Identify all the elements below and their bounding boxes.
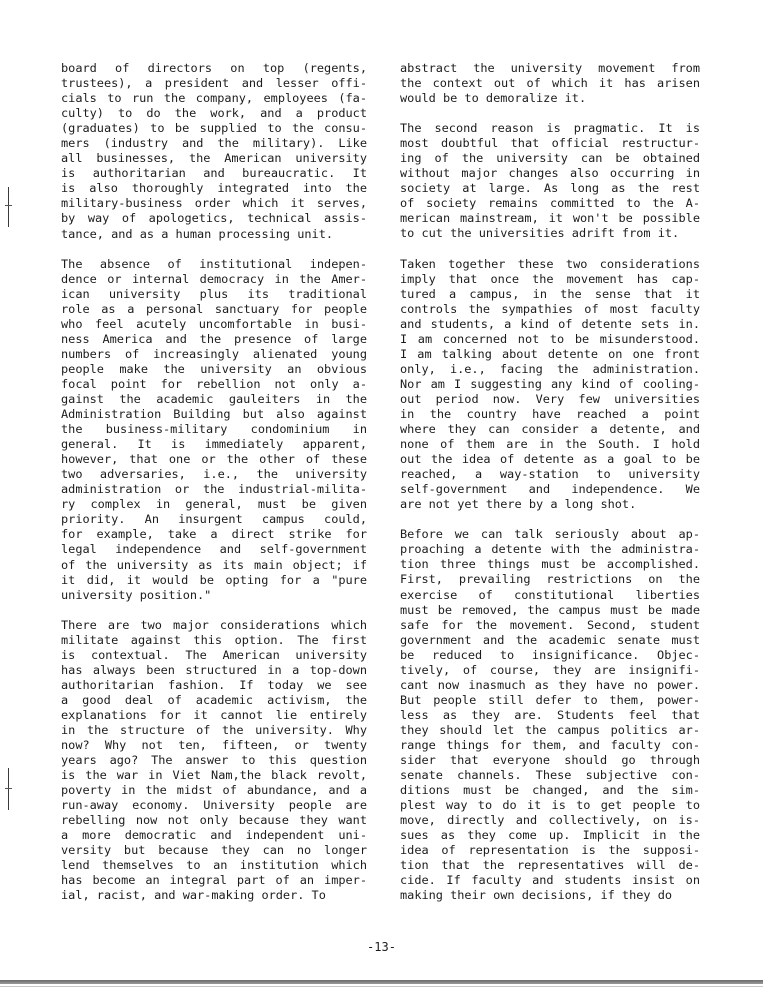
text-line: only, i.e., facing the administration. bbox=[400, 361, 700, 376]
scan-edge-rule bbox=[0, 980, 763, 984]
margin-mark bbox=[8, 768, 9, 810]
text-line: administration or the industrial-milita- bbox=[61, 482, 367, 497]
text-line: (graduates) to be supplied to the consu- bbox=[61, 121, 367, 136]
paragraph bbox=[400, 61, 700, 106]
text-line: has always been structured in a top-down bbox=[61, 662, 367, 677]
text-line: most doubtful that official restructur- bbox=[400, 136, 700, 151]
text-line: people make the university an obvious bbox=[61, 361, 367, 376]
text-line: none of them are in the South. I hold bbox=[400, 437, 700, 452]
text-line: a more democratic and independent uni- bbox=[61, 828, 367, 843]
text-line: merican mainstream, it won't be possible bbox=[400, 211, 700, 226]
text-line: all businesses, the American university bbox=[61, 151, 367, 166]
text-line: priority. An insurgent campus could, bbox=[61, 512, 367, 527]
text-line: lend themselves to an institution which bbox=[61, 858, 367, 873]
text-line: who feel acutely uncomfortable in busi- bbox=[61, 316, 367, 331]
text-line: the context out of which it has arisen bbox=[400, 76, 700, 91]
text-line: for example, take a direct strike for bbox=[61, 527, 367, 542]
text-line: safe for the movement. Second, student bbox=[400, 617, 700, 632]
margin-mark bbox=[8, 187, 9, 227]
text-line: controls the sympathies of most faculty bbox=[400, 301, 700, 316]
text-line: range things for them, and faculty con- bbox=[400, 737, 700, 752]
text-line: is authoritarian and bureaucratic. It bbox=[61, 166, 367, 181]
text-line: tion three things must be accomplished. bbox=[400, 557, 700, 572]
text-line: sider that everyone should go through bbox=[400, 753, 700, 768]
text-line: is the war in Viet Nam,the black revolt, bbox=[61, 768, 367, 783]
paragraph bbox=[400, 527, 700, 903]
margin-mark-tick bbox=[5, 788, 12, 789]
text-line: a good deal of academic activism, the bbox=[61, 692, 367, 707]
text-line: idea of representation is the supposi- bbox=[400, 843, 700, 858]
text-line: by way of apologetics, technical assis- bbox=[61, 211, 367, 226]
text-line: First, prevailing restrictions on the bbox=[400, 572, 700, 587]
text-line: reached, a way-station to university bbox=[400, 467, 700, 482]
text-line: plest way to do it is to get people to bbox=[400, 798, 700, 813]
text-line: ry complex in general, must be given bbox=[61, 497, 367, 512]
margin-mark-tick bbox=[5, 205, 12, 206]
text-line: less as they are. Students feel that bbox=[400, 707, 700, 722]
text-line: ial, racist, and war-making order. To bbox=[61, 888, 326, 903]
text-line: gainst the academic gauleiters in the bbox=[61, 391, 367, 406]
text-line: explanations for it cannot lie entirely bbox=[61, 707, 367, 722]
text-line: of society remains committed to the A- bbox=[400, 196, 700, 211]
text-line: making their own decisions, if they do bbox=[400, 888, 673, 903]
text-line: board of directors on top (regents, bbox=[61, 61, 367, 75]
text-line: exercise of constitutional liberties bbox=[400, 587, 700, 602]
text-line: mers (industry and the military). Like bbox=[61, 136, 367, 151]
text-line: has become an integral part of an imper- bbox=[61, 873, 367, 888]
text-line: university position." bbox=[61, 587, 212, 602]
text-line: I am talking about detente on one front bbox=[400, 346, 700, 361]
text-line: militate against this option. The first bbox=[61, 632, 367, 647]
text-line: out the idea of detente as a goal to be bbox=[400, 452, 700, 467]
text-line: cide. If faculty and students insist on bbox=[400, 873, 700, 888]
text-line: in the country have reached a point bbox=[400, 406, 700, 421]
text-line: tance, and as a human processing unit. bbox=[61, 226, 334, 241]
text-line: and students, a kind of detente sets in. bbox=[400, 316, 700, 331]
text-line: where they can consider a detente, and bbox=[400, 422, 700, 437]
text-line: would be to demoralize it. bbox=[400, 91, 587, 106]
right-column bbox=[400, 61, 700, 918]
text-line: government and the academic senate must bbox=[400, 632, 700, 647]
text-line: Before we can talk seriously about ap- bbox=[400, 527, 700, 542]
paragraph bbox=[400, 121, 700, 241]
paragraph bbox=[61, 61, 367, 242]
text-line: the business-military condominium in bbox=[61, 422, 367, 437]
text-line: poverty in the midst of abundance, and a bbox=[61, 783, 367, 798]
text-line: ness America and the presence of large bbox=[61, 331, 367, 346]
text-line: role as a personal sanctuary for people bbox=[61, 301, 367, 316]
text-line: dence or internal democracy in the Amer- bbox=[61, 271, 367, 286]
text-line: are not yet there by a long shot. bbox=[400, 497, 637, 512]
text-line: is also thoroughly integrated into the bbox=[61, 181, 367, 196]
text-line: ican university plus its traditional bbox=[61, 286, 367, 301]
text-line: in the structure of the university. Why bbox=[61, 722, 367, 737]
paragraph bbox=[400, 257, 700, 513]
text-line: must be removed, the campus must be made bbox=[400, 602, 700, 617]
text-line: Administration Building but also against bbox=[61, 407, 367, 422]
scan-edge-rule-thin bbox=[0, 986, 763, 987]
text-line: I am concerned not to be misunderstood. bbox=[400, 331, 700, 346]
text-line: abstract the university movement from bbox=[400, 61, 700, 75]
text-line: ing of the university can be obtained bbox=[400, 151, 700, 166]
text-line: however, that one or the other of these bbox=[61, 452, 367, 467]
text-line: focal point for rebellion not only a- bbox=[61, 376, 367, 391]
left-column bbox=[61, 61, 367, 919]
text-line: they should let the campus politics ar- bbox=[400, 722, 700, 737]
text-line: imply that once the movement has cap- bbox=[400, 271, 700, 286]
text-line: culty) to do the work, and a product bbox=[61, 106, 367, 121]
text-line: it did, it would be opting for a "pure bbox=[61, 572, 367, 587]
text-line: The absence of institutional indepen- bbox=[61, 256, 367, 271]
text-line: two adversaries, i.e., the university bbox=[61, 467, 367, 482]
paragraph bbox=[61, 257, 367, 603]
text-line: trustees), a president and lesser offi- bbox=[61, 76, 367, 91]
text-line: cials to run the company, employees (fa- bbox=[61, 91, 367, 106]
text-line: of the university as its main object; if bbox=[61, 557, 367, 572]
text-line: senate channels. These subjective con- bbox=[400, 768, 700, 783]
text-line: proaching a detente with the administra- bbox=[400, 542, 700, 557]
text-line: versity but because they can no longer bbox=[61, 843, 367, 858]
text-line: move, directly and collectively, on is- bbox=[400, 813, 700, 828]
text-line: now? Why not ten, fifteen, or twenty bbox=[61, 738, 367, 753]
text-line: society at large. As long as the rest bbox=[400, 181, 700, 196]
text-line: self-government and independence. We bbox=[400, 482, 700, 497]
text-line: out period now. Very few universities bbox=[400, 391, 700, 406]
text-line: is contextual. The American university bbox=[61, 647, 367, 662]
text-line: But people still defer to them, power- bbox=[400, 692, 700, 707]
paragraph bbox=[61, 618, 367, 904]
text-line: The second reason is pragmatic. It is bbox=[400, 121, 700, 136]
text-line: sues as they come up. Implicit in the bbox=[400, 828, 700, 843]
text-line: years ago? The answer to this question bbox=[61, 753, 367, 768]
text-line: authoritarian fashion. If today we see bbox=[61, 677, 367, 692]
text-line: tion that the representatives will de- bbox=[400, 858, 700, 873]
text-line: general. It is immediately apparent, bbox=[61, 437, 367, 452]
text-line: rebelling now not only because they want bbox=[61, 813, 367, 828]
text-line: There are two major considerations which bbox=[61, 617, 367, 632]
text-line: be reduced to insignificance. Objec- bbox=[400, 647, 700, 662]
text-line: tively, of course, they are insignifi- bbox=[400, 662, 700, 677]
text-line: legal independence and self-government bbox=[61, 542, 367, 557]
text-line: to cut the universities adrift from it. bbox=[400, 226, 680, 241]
page-number: -13- bbox=[367, 940, 396, 954]
text-line: ditions must be changed, and the sim- bbox=[400, 783, 700, 798]
text-line: tured a campus, in the sense that it bbox=[400, 286, 700, 301]
text-line: Taken together these two considerations bbox=[400, 256, 700, 271]
text-line: numbers of increasingly alienated young bbox=[61, 346, 367, 361]
text-line: without major changes also occurring in bbox=[400, 166, 700, 181]
text-line: Nor am I suggesting any kind of cooling- bbox=[400, 376, 700, 391]
text-line: cant now inasmuch as they have no power. bbox=[400, 677, 700, 692]
text-line: military-business order which it serves, bbox=[61, 196, 367, 211]
text-line: run-away economy. University people are bbox=[61, 798, 367, 813]
